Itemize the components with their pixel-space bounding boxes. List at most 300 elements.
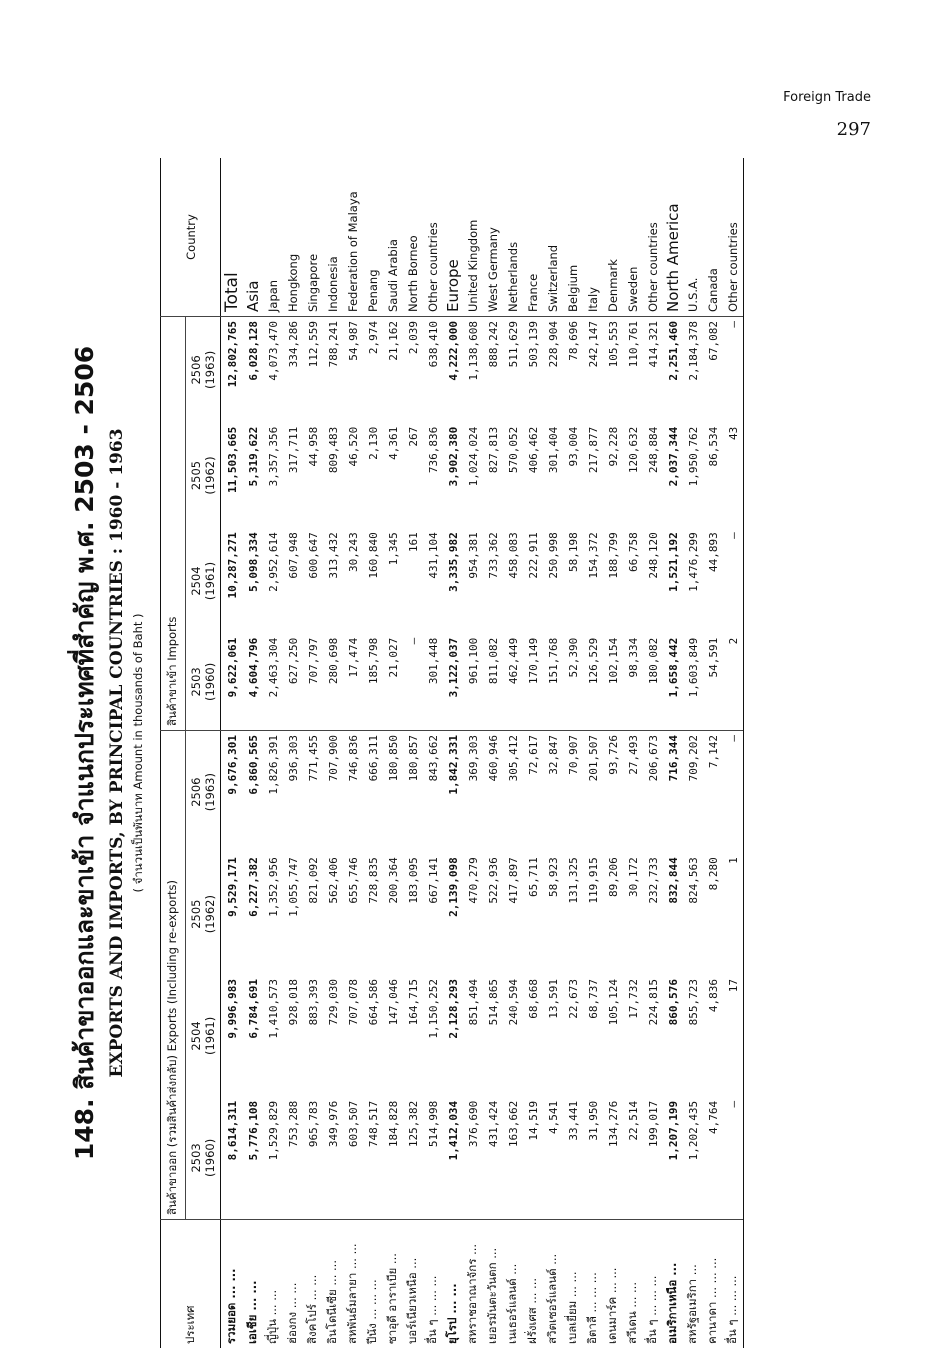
country-name: Penang xyxy=(363,158,383,317)
import-value: 58,198 xyxy=(563,528,583,634)
export-value: 748,517 xyxy=(363,1097,383,1220)
export-value: 4,836 xyxy=(703,975,723,1097)
table-row xyxy=(643,158,663,1348)
import-value: 570,052 xyxy=(503,423,523,529)
trade-table xyxy=(160,158,744,1348)
export-value: 201,507 xyxy=(583,731,603,854)
export-value: 131,325 xyxy=(563,853,583,975)
country-name: Saudi Arabia xyxy=(383,158,403,317)
table-row xyxy=(443,158,463,1348)
export-value: 105,124 xyxy=(603,975,623,1097)
export-value: 376,690 xyxy=(463,1097,483,1220)
export-value: 1,842,331 xyxy=(443,731,463,854)
import-value: 66,758 xyxy=(623,528,643,634)
import-value: 607,948 xyxy=(283,528,303,634)
country-name: Belgium xyxy=(563,158,583,317)
export-value: 349,976 xyxy=(323,1097,343,1220)
export-value: 431,424 xyxy=(483,1097,503,1220)
export-value: 666,311 xyxy=(363,731,383,854)
export-value: 928,018 xyxy=(283,975,303,1097)
import-value: 11,503,665 xyxy=(221,423,244,529)
thai-country-name: อเมริกาเหนือ ... xyxy=(663,1220,683,1348)
import-value: 154,372 xyxy=(583,528,603,634)
thai-country-name: เบลเยี่ยม ... ... xyxy=(563,1220,583,1348)
table-row xyxy=(603,158,623,1348)
import-value: — xyxy=(723,528,744,634)
thai-country-name: สหรัฐอเมริกา ... xyxy=(683,1220,703,1348)
export-value: 1,207,199 xyxy=(663,1097,683,1220)
export-value: 1,202,435 xyxy=(683,1097,703,1220)
import-value: 5,319,622 xyxy=(243,423,263,529)
thai-country-name: อื่น ๆ ... ... ... xyxy=(723,1220,744,1348)
import-value: 2,184,378 xyxy=(683,317,703,423)
export-value: 31,950 xyxy=(583,1097,603,1220)
export-value: 6,784,691 xyxy=(243,975,263,1097)
import-value: 44,893 xyxy=(703,528,723,634)
table-row xyxy=(543,158,563,1348)
year-header: 2504 (1961) xyxy=(186,528,221,634)
import-value: 110,761 xyxy=(623,317,643,423)
thai-country-name: สวิตเซอร์แลนด์ ... xyxy=(543,1220,563,1348)
import-value: 228,904 xyxy=(543,317,563,423)
export-value: 753,288 xyxy=(283,1097,303,1220)
import-value: 248,120 xyxy=(643,528,663,634)
export-value: 2,139,098 xyxy=(443,853,463,975)
export-value: 232,733 xyxy=(643,853,663,975)
import-value: 30,243 xyxy=(343,528,363,634)
import-value: — xyxy=(723,317,744,423)
import-value: 4,073,470 xyxy=(263,317,283,423)
country-name: North America xyxy=(663,158,683,317)
export-value: 603,507 xyxy=(343,1097,363,1220)
thai-country-name: สิงคโปร์ ... ... xyxy=(303,1220,323,1348)
import-value: 707,797 xyxy=(303,634,323,731)
import-value: 2 xyxy=(723,634,744,731)
export-value: 22,673 xyxy=(563,975,583,1097)
table-row xyxy=(403,158,423,1348)
export-value: 68,737 xyxy=(583,975,603,1097)
country-name: Singapore xyxy=(303,158,323,317)
country-name: Federation of Malaya xyxy=(343,158,363,317)
import-value: 600,647 xyxy=(303,528,323,634)
table-row xyxy=(483,158,503,1348)
import-value: 21,162 xyxy=(383,317,403,423)
import-value: 52,390 xyxy=(563,634,583,731)
export-value: 134,276 xyxy=(603,1097,623,1220)
import-value: 1,521,192 xyxy=(663,528,683,634)
import-value: 54,591 xyxy=(703,634,723,731)
country-name: Other countries xyxy=(643,158,663,317)
export-value: 70,907 xyxy=(563,731,583,854)
import-value: 43 xyxy=(723,423,744,529)
table-row xyxy=(463,158,483,1348)
thai-country-name: ยุโรป ... ... xyxy=(443,1220,463,1348)
country-name: United Kingdom xyxy=(463,158,483,317)
export-value: 1,352,956 xyxy=(263,853,283,975)
export-value: 183,095 xyxy=(403,853,423,975)
export-value: 664,586 xyxy=(363,975,383,1097)
export-value: 4,764 xyxy=(703,1097,723,1220)
import-value: 92,228 xyxy=(603,423,623,529)
export-value: 824,563 xyxy=(683,853,703,975)
export-value: 707,900 xyxy=(323,731,343,854)
table-title-english: EXPORTS AND IMPORTS, BY PRINCIPAL COUNTRIES : 1960 - 1963 xyxy=(107,158,127,1348)
thai-country-name: สหพันธ์มลายา ... ... xyxy=(343,1220,363,1348)
import-value: 93,004 xyxy=(563,423,583,529)
table-row xyxy=(283,158,303,1348)
import-value: 458,083 xyxy=(503,528,523,634)
thai-country-name: เยอรมันตะวันตก ... xyxy=(483,1220,503,1348)
export-value: 851,494 xyxy=(463,975,483,1097)
table-body xyxy=(221,158,744,1348)
country-header: Country xyxy=(161,158,221,317)
export-value: 883,393 xyxy=(303,975,323,1097)
table-row xyxy=(423,158,443,1348)
import-value: 2,952,614 xyxy=(263,528,283,634)
import-value: 120,632 xyxy=(623,423,643,529)
import-value: 511,629 xyxy=(503,317,523,423)
thai-country-name: ปีนัง ... ... ... xyxy=(363,1220,383,1348)
import-value: 2,251,460 xyxy=(663,317,683,423)
thai-country-header: ประเทศ xyxy=(161,1220,221,1348)
export-value: 843,662 xyxy=(423,731,443,854)
country-name: North Borneo xyxy=(403,158,423,317)
import-value: 1,345 xyxy=(383,528,403,634)
import-value: 3,902,380 xyxy=(443,423,463,529)
import-value: 2,130 xyxy=(363,423,383,529)
export-value: 89,206 xyxy=(603,853,623,975)
year-header: 2503 (1960) xyxy=(186,1097,221,1220)
export-value: 7,142 xyxy=(703,731,723,854)
import-value: 788,241 xyxy=(323,317,343,423)
export-value: 8,614,311 xyxy=(221,1097,244,1220)
exports-header: สินค้าขาออก (รวมสินค้าส่งกลับ) Exports (Including re-exports) xyxy=(161,731,186,1220)
country-name: Netherlands xyxy=(503,158,523,317)
export-value: 58,923 xyxy=(543,853,563,975)
table-unit-note: ( จำนวนเป็นพันบาท Amount in thousands of Baht ) xyxy=(130,158,148,1348)
import-value: 161 xyxy=(403,528,423,634)
import-value: 1,476,299 xyxy=(683,528,703,634)
import-value: 21,027 xyxy=(383,634,403,731)
import-value: 78,696 xyxy=(563,317,583,423)
export-value: 27,493 xyxy=(623,731,643,854)
thai-country-name: อื่น ๆ ... ... ... xyxy=(643,1220,663,1348)
imports-header: สินค้าขาเข้า Imports xyxy=(161,317,186,731)
export-value: 6,860,565 xyxy=(243,731,263,854)
export-value: 562,406 xyxy=(323,853,343,975)
export-value: 1,055,747 xyxy=(283,853,303,975)
import-value: 267 xyxy=(403,423,423,529)
table-row xyxy=(563,158,583,1348)
rotated-table-block xyxy=(65,158,795,1348)
import-value: 1,138,608 xyxy=(463,317,483,423)
export-value: 746,836 xyxy=(343,731,363,854)
export-value: 855,723 xyxy=(683,975,703,1097)
import-value: 151,768 xyxy=(543,634,563,731)
export-value: 470,279 xyxy=(463,853,483,975)
import-value: 4,361 xyxy=(383,423,403,529)
export-value: 14,519 xyxy=(523,1097,543,1220)
country-name: Asia xyxy=(243,158,263,317)
import-value: 10,287,271 xyxy=(221,528,244,634)
thai-country-name: อินโดนีเซีย ... ... xyxy=(323,1220,343,1348)
thai-country-name: เอเชีย ... ... xyxy=(243,1220,263,1348)
import-value: 9,622,061 xyxy=(221,634,244,731)
export-value: 72,617 xyxy=(523,731,543,854)
export-value: 224,815 xyxy=(643,975,663,1097)
import-value: 1,658,442 xyxy=(663,634,683,731)
year-header: 2503 (1960) xyxy=(186,634,221,731)
export-value: 33,441 xyxy=(563,1097,583,1220)
export-value: 30,172 xyxy=(623,853,643,975)
export-value: 514,865 xyxy=(483,975,503,1097)
table-row xyxy=(623,158,643,1348)
export-value: 1,410,573 xyxy=(263,975,283,1097)
export-value: 771,455 xyxy=(303,731,323,854)
section-title: Foreign Trade xyxy=(783,90,871,105)
import-value: 733,362 xyxy=(483,528,503,634)
table-row xyxy=(723,158,744,1348)
import-value: 2,037,344 xyxy=(663,423,683,529)
import-value: 12,802,765 xyxy=(221,317,244,423)
table-row xyxy=(683,158,703,1348)
table-row xyxy=(663,158,683,1348)
export-value: 1,412,034 xyxy=(443,1097,463,1220)
export-value: 163,662 xyxy=(503,1097,523,1220)
export-value: 8,280 xyxy=(703,853,723,975)
import-value: 86,534 xyxy=(703,423,723,529)
import-value: 4,604,796 xyxy=(243,634,263,731)
import-value: 317,711 xyxy=(283,423,303,529)
export-value: 9,529,171 xyxy=(221,853,244,975)
export-value: 9,996,983 xyxy=(221,975,244,1097)
import-value: 242,147 xyxy=(583,317,603,423)
export-value: 125,382 xyxy=(403,1097,423,1220)
table-row xyxy=(503,158,523,1348)
year-header: 2506 (1963) xyxy=(186,317,221,423)
import-value: 2,039 xyxy=(403,317,423,423)
country-name: Denmark xyxy=(603,158,623,317)
thai-country-name: เดนมาร์ค ... ... xyxy=(603,1220,623,1348)
export-value: 728,835 xyxy=(363,853,383,975)
export-value: 17 xyxy=(723,975,744,1097)
export-value: 13,591 xyxy=(543,975,563,1097)
import-value: 188,799 xyxy=(603,528,623,634)
import-value: 250,998 xyxy=(543,528,563,634)
import-value: 301,404 xyxy=(543,423,563,529)
export-value: 707,078 xyxy=(343,975,363,1097)
import-value: 112,559 xyxy=(303,317,323,423)
export-value: 1,529,829 xyxy=(263,1097,283,1220)
country-name: Hongkong xyxy=(283,158,303,317)
table-title-thai: 148. สินค้าขาออกและขาเข้า จำแนกประเทศที่สำคัญ พ.ศ. 2503 - 2506 xyxy=(65,158,105,1348)
import-value: 4,222,000 xyxy=(443,317,463,423)
country-name: West Germany xyxy=(483,158,503,317)
export-value: 9,676,301 xyxy=(221,731,244,854)
export-value: 17,732 xyxy=(623,975,643,1097)
table-row xyxy=(363,158,383,1348)
import-value: 248,884 xyxy=(643,423,663,529)
import-value: 2,463,304 xyxy=(263,634,283,731)
export-value: 164,715 xyxy=(403,975,423,1097)
import-value: 638,410 xyxy=(423,317,443,423)
export-value: 965,783 xyxy=(303,1097,323,1220)
year-header: 2505 (1962) xyxy=(186,423,221,529)
export-value: 22,514 xyxy=(623,1097,643,1220)
table-row xyxy=(303,158,323,1348)
country-name: Italy xyxy=(583,158,603,317)
export-value: 147,046 xyxy=(383,975,403,1097)
export-value: 199,017 xyxy=(643,1097,663,1220)
export-value: 709,202 xyxy=(683,731,703,854)
import-value: 406,462 xyxy=(523,423,543,529)
import-value: 627,250 xyxy=(283,634,303,731)
export-value: 2,128,293 xyxy=(443,975,463,1097)
table-row xyxy=(383,158,403,1348)
export-value: 417,897 xyxy=(503,853,523,975)
import-value: 160,840 xyxy=(363,528,383,634)
export-value: 460,946 xyxy=(483,731,503,854)
export-value: 5,776,108 xyxy=(243,1097,263,1220)
import-value: 3,122,037 xyxy=(443,634,463,731)
export-value: 1,826,391 xyxy=(263,731,283,854)
export-value: 32,847 xyxy=(543,731,563,854)
import-value: 414,321 xyxy=(643,317,663,423)
export-value: 514,998 xyxy=(423,1097,443,1220)
import-value: 170,149 xyxy=(523,634,543,731)
import-value: — xyxy=(403,634,423,731)
country-name: France xyxy=(523,158,543,317)
export-value: 522,936 xyxy=(483,853,503,975)
thai-country-name: บอร์เนียวเหนือ ... xyxy=(403,1220,423,1348)
import-value: 888,242 xyxy=(483,317,503,423)
export-value: 65,711 xyxy=(523,853,543,975)
import-value: 462,449 xyxy=(503,634,523,731)
import-value: 102,154 xyxy=(603,634,623,731)
export-value: 180,857 xyxy=(403,731,423,854)
import-value: 17,474 xyxy=(343,634,363,731)
import-value: 280,698 xyxy=(323,634,343,731)
page-number: 297 xyxy=(783,119,871,140)
export-value: 1 xyxy=(723,853,744,975)
import-value: 2,974 xyxy=(363,317,383,423)
table-row xyxy=(323,158,343,1348)
thai-country-name: อื่น ๆ ... ... ... xyxy=(423,1220,443,1348)
import-value: 301,448 xyxy=(423,634,443,731)
export-value: 821,092 xyxy=(303,853,323,975)
import-value: 105,553 xyxy=(603,317,623,423)
import-value: 1,950,762 xyxy=(683,423,703,529)
country-name: Sweden xyxy=(623,158,643,317)
thai-country-name: สวีเดน ... ... xyxy=(623,1220,643,1348)
export-value: 200,364 xyxy=(383,853,403,975)
country-name: Total xyxy=(221,158,244,317)
import-value: 185,798 xyxy=(363,634,383,731)
country-name: Other countries xyxy=(423,158,443,317)
import-value: 809,483 xyxy=(323,423,343,529)
thai-country-name: คานาดา ... ... ... xyxy=(703,1220,723,1348)
table-row xyxy=(343,158,363,1348)
export-value: 68,668 xyxy=(523,975,543,1097)
country-name: Switzerland xyxy=(543,158,563,317)
export-value: 936,303 xyxy=(283,731,303,854)
export-value: 860,576 xyxy=(663,975,683,1097)
import-value: 431,104 xyxy=(423,528,443,634)
country-name: Europe xyxy=(443,158,463,317)
country-name: Indonesia xyxy=(323,158,343,317)
export-value: — xyxy=(723,1097,744,1220)
table-row xyxy=(263,158,283,1348)
thai-country-name: เนเธอร์แลนด์ ... xyxy=(503,1220,523,1348)
export-value: 184,828 xyxy=(383,1097,403,1220)
thai-country-name: รวมยอด ... ... xyxy=(221,1220,244,1348)
import-value: 313,432 xyxy=(323,528,343,634)
import-value: 222,911 xyxy=(523,528,543,634)
country-name: Other countries xyxy=(723,158,744,317)
export-value: 716,344 xyxy=(663,731,683,854)
import-value: 67,082 xyxy=(703,317,723,423)
export-value: 729,030 xyxy=(323,975,343,1097)
import-value: 503,139 xyxy=(523,317,543,423)
import-value: 46,520 xyxy=(343,423,363,529)
export-value: 832,844 xyxy=(663,853,683,975)
country-name: Canada xyxy=(703,158,723,317)
export-value: 1,150,252 xyxy=(423,975,443,1097)
export-value: 655,746 xyxy=(343,853,363,975)
import-value: 126,529 xyxy=(583,634,603,731)
export-value: 240,594 xyxy=(503,975,523,1097)
import-value: 954,381 xyxy=(463,528,483,634)
import-value: 180,082 xyxy=(643,634,663,731)
import-value: 827,813 xyxy=(483,423,503,529)
import-value: 6,028,128 xyxy=(243,317,263,423)
export-value: — xyxy=(723,731,744,854)
export-value: 206,673 xyxy=(643,731,663,854)
export-value: 6,227,382 xyxy=(243,853,263,975)
thai-country-name: ฝรั่งเศส ... ... xyxy=(523,1220,543,1348)
export-value: 180,850 xyxy=(383,731,403,854)
import-value: 961,100 xyxy=(463,634,483,731)
import-value: 3,335,982 xyxy=(443,528,463,634)
year-header: 2504 (1961) xyxy=(186,975,221,1097)
year-header: 2506 (1963) xyxy=(186,731,221,854)
export-value: 369,303 xyxy=(463,731,483,854)
export-value: 119,915 xyxy=(583,853,603,975)
table-row xyxy=(221,158,244,1348)
thai-country-name: อิตาลี ... ... ... xyxy=(583,1220,603,1348)
page-header xyxy=(783,90,871,140)
import-value: 736,836 xyxy=(423,423,443,529)
import-value: 54,987 xyxy=(343,317,363,423)
import-value: 811,082 xyxy=(483,634,503,731)
import-value: 5,098,334 xyxy=(243,528,263,634)
thai-country-name: สหราชอาณาจักร ... xyxy=(463,1220,483,1348)
thai-country-name: ซาอุดี อาราเบีย ... xyxy=(383,1220,403,1348)
thai-country-name: ฮ่องกง ... ... xyxy=(283,1220,303,1348)
country-name: U.S.A. xyxy=(683,158,703,317)
export-value: 667,141 xyxy=(423,853,443,975)
import-value: 98,334 xyxy=(623,634,643,731)
import-value: 1,603,849 xyxy=(683,634,703,731)
table-row xyxy=(703,158,723,1348)
export-value: 4,541 xyxy=(543,1097,563,1220)
table-row xyxy=(243,158,263,1348)
import-value: 217,877 xyxy=(583,423,603,529)
table-row xyxy=(523,158,543,1348)
import-value: 1,024,024 xyxy=(463,423,483,529)
import-value: 334,286 xyxy=(283,317,303,423)
export-value: 93,726 xyxy=(603,731,623,854)
